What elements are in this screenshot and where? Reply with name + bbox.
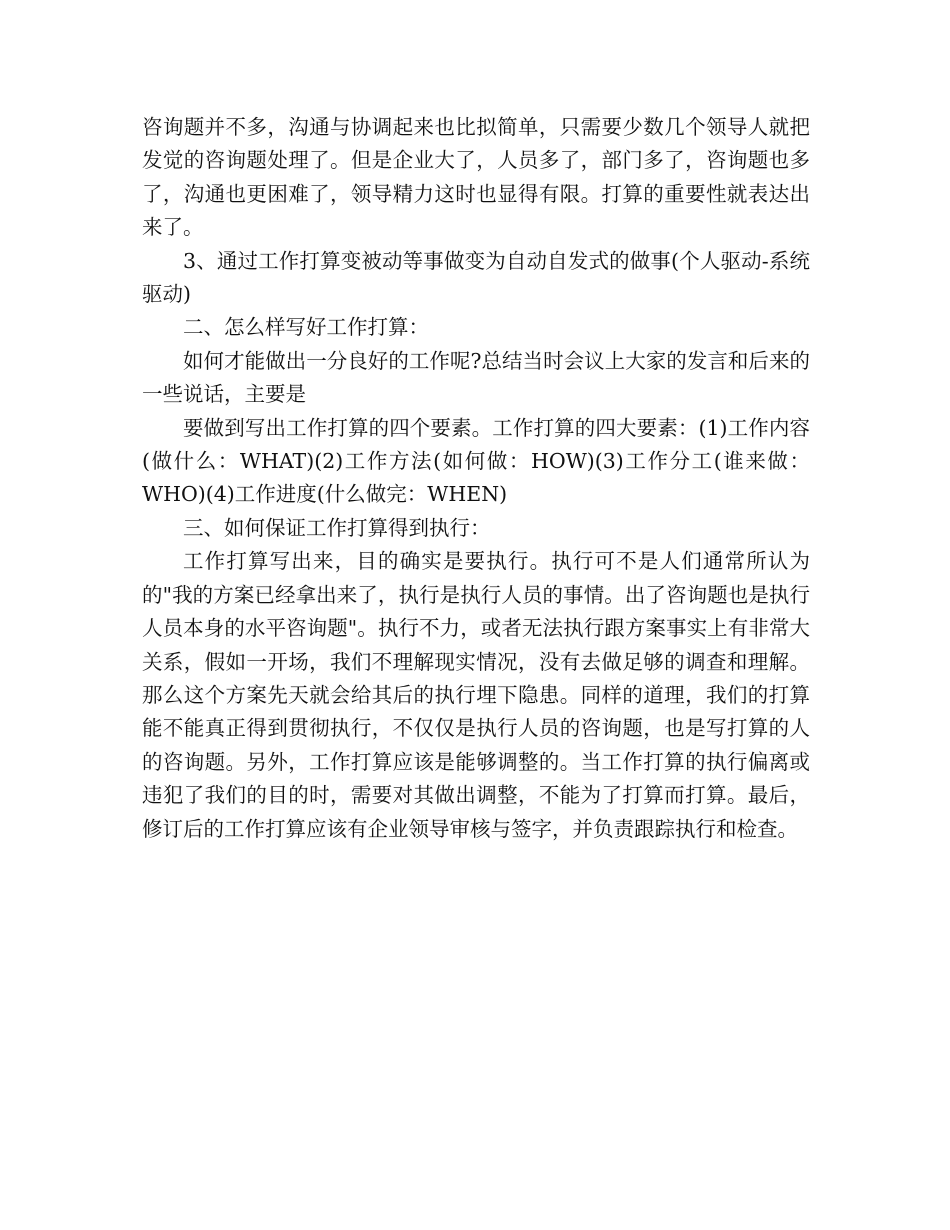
section-heading-2: 二、怎么样写好工作打算： [183, 315, 429, 340]
paragraph-execution: 工作打算写出来，目的确实是要执行。执行可不是人们通常所认为的"我的方案已经拿出来了，执行是执行人员的事情。出了咨询题也是执行人员本身的水平咨询题"。执行不力，或者无法执行跟方案事实上有非常大关系，假如一开场，我们不理解现实情况，没有去做足够的调查和理解。那么这个方案先天就会给其后的执行埋下隐患。同样的道理，我们的打算能不能真正得到贯彻执行，不仅仅是执行人员的咨询题，也是写打算的人的咨询题。另外，工作打算应该是能够调整的。当工作打算的执行偏离或违犯了我们的目的时，需要对其做出调整，不能为了打算而打算。最后，修订后的工作打算应该有企业领导审核与签字，并负责跟踪执行和检查。 [142, 549, 810, 841]
document-page [142, 111, 810, 846]
paragraph-four-elements: 要做到写出工作打算的四个要素。工作打算的四大要素：(1)工作内容(做什么：WHAT)(2)工作方法(如何做：HOW)(3)工作分工(谁来做：WHO)(4)工作进度(什么做完：WHEN) [142, 415, 810, 507]
paragraph-item-3: 3、通过工作打算变被动等事做变为自动自发式的做事(个人驱动-系统驱动) [142, 248, 810, 307]
paragraph-continuation: 咨询题并不多，沟通与协调起来也比拟简单，只需要少数几个领导人就把发觉的咨询题处理了。但是企业大了，人员多了，部门多了，咨询题也多了，沟通也更困难了，领导精力这时也显得有限。打算的重要性就表达出来了。 [142, 115, 810, 240]
paragraph-intro: 如何才能做出一分良好的工作呢?总结当时会议上大家的发言和后来的一些说话，主要是 [142, 348, 810, 407]
section-heading-3: 三、如何保证工作打算得到执行： [183, 515, 491, 540]
